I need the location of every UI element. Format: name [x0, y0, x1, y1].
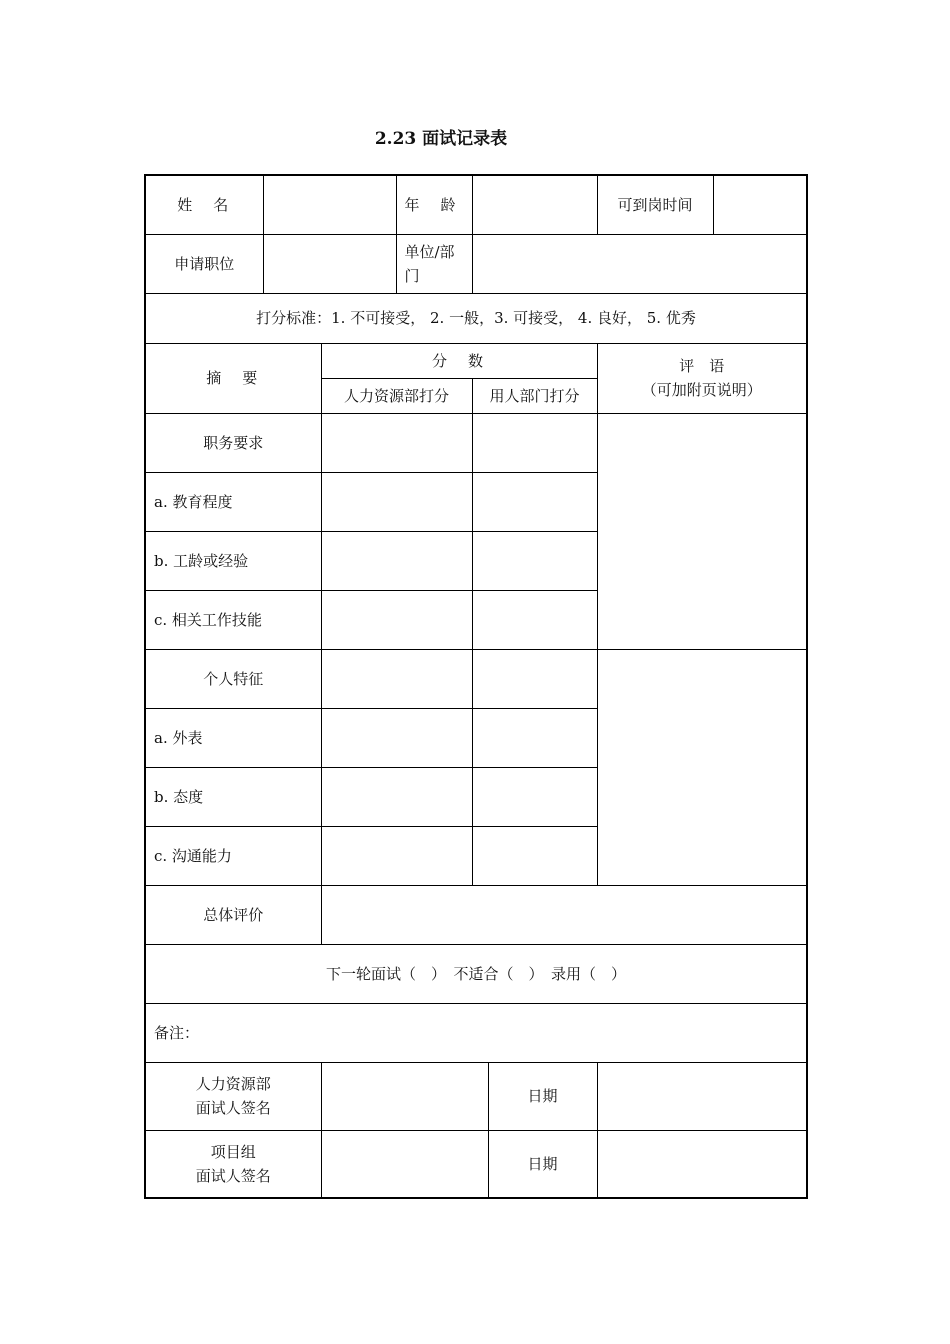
job-requirements-header: 职务要求	[145, 413, 321, 472]
personal-traits-header: 个人特征	[145, 649, 321, 708]
scoring-standard: 打分标准：1. 不可接受， 2. 一般，3. 可接受， 4. 良好， 5. 优秀	[145, 293, 807, 343]
hr-score-cell[interactable]	[321, 590, 472, 649]
job-requirement-item: a. 教育程度	[145, 472, 321, 531]
hr-date-field[interactable]	[597, 1062, 807, 1130]
project-signature-label-line1: 项目组	[210, 1142, 256, 1161]
personal-trait-item: a. 外表	[145, 708, 321, 767]
score-header: 分 数	[321, 343, 597, 378]
department-field[interactable]	[472, 234, 807, 293]
dept-score-cell[interactable]	[472, 826, 597, 885]
hr-score-cell[interactable]	[321, 531, 472, 590]
hr-score-cell[interactable]	[321, 413, 472, 472]
job-requirements-comment[interactable]	[597, 413, 807, 649]
dept-score-cell[interactable]	[472, 649, 597, 708]
page-title: 2.23 面试记录表	[374, 129, 508, 149]
dept-score-cell[interactable]	[472, 472, 597, 531]
job-requirement-item: b. 工龄或经验	[145, 531, 321, 590]
personal-traits-comment[interactable]	[597, 649, 807, 885]
comment-header	[597, 343, 807, 413]
hr-score-header: 人力资源部打分	[321, 378, 472, 413]
project-date-label: 日期	[488, 1130, 597, 1198]
dept-score-header: 用人部门打分	[472, 378, 597, 413]
overall-label: 总体评价	[145, 885, 321, 944]
hr-signature-label-line1: 人力资源部	[195, 1075, 271, 1093]
dept-score-cell[interactable]	[472, 708, 597, 767]
hr-signature-label	[145, 1062, 321, 1130]
hr-score-cell[interactable]	[321, 767, 472, 826]
summary-header: 摘 要	[145, 343, 321, 413]
interview-record-form	[144, 174, 808, 1199]
project-signature-field[interactable]	[321, 1130, 488, 1198]
hr-date-label: 日期	[488, 1062, 597, 1130]
dept-score-cell[interactable]	[472, 590, 597, 649]
dept-score-cell[interactable]	[472, 767, 597, 826]
hr-score-cell[interactable]	[321, 826, 472, 885]
decision-options[interactable]: 下一轮面试（ ） 不适合（ ） 录用（ ）	[145, 944, 807, 1003]
hr-score-cell[interactable]	[321, 708, 472, 767]
personal-trait-item: b. 态度	[145, 767, 321, 826]
department-label: 单位/部门	[396, 234, 472, 293]
position-field[interactable]	[263, 234, 396, 293]
available-time-label: 可到岗时间	[597, 175, 713, 234]
comment-header-note: （可加附页说明）	[641, 381, 762, 399]
hr-signature-field[interactable]	[321, 1062, 488, 1130]
age-field[interactable]	[472, 175, 597, 234]
comment-header-title: 评 语	[679, 357, 725, 375]
name-field[interactable]	[263, 175, 396, 234]
project-signature-label-line2: 面试人签名	[195, 1166, 271, 1185]
dept-score-cell[interactable]	[472, 531, 597, 590]
overall-field[interactable]	[321, 885, 807, 944]
personal-trait-item: c. 沟通能力	[145, 826, 321, 885]
hr-signature-label-line2: 面试人签名	[195, 1099, 271, 1117]
project-date-field[interactable]	[597, 1130, 807, 1198]
project-signature-label	[145, 1130, 321, 1198]
available-time-field[interactable]	[713, 175, 807, 234]
job-requirement-item: c. 相关工作技能	[145, 590, 321, 649]
hr-score-cell[interactable]	[321, 472, 472, 531]
dept-score-cell[interactable]	[472, 413, 597, 472]
age-label: 年 龄	[396, 175, 472, 234]
remarks-field[interactable]: 备注：	[145, 1003, 807, 1062]
name-label: 姓 名	[145, 175, 263, 234]
hr-score-cell[interactable]	[321, 649, 472, 708]
position-label: 申请职位	[145, 234, 263, 293]
